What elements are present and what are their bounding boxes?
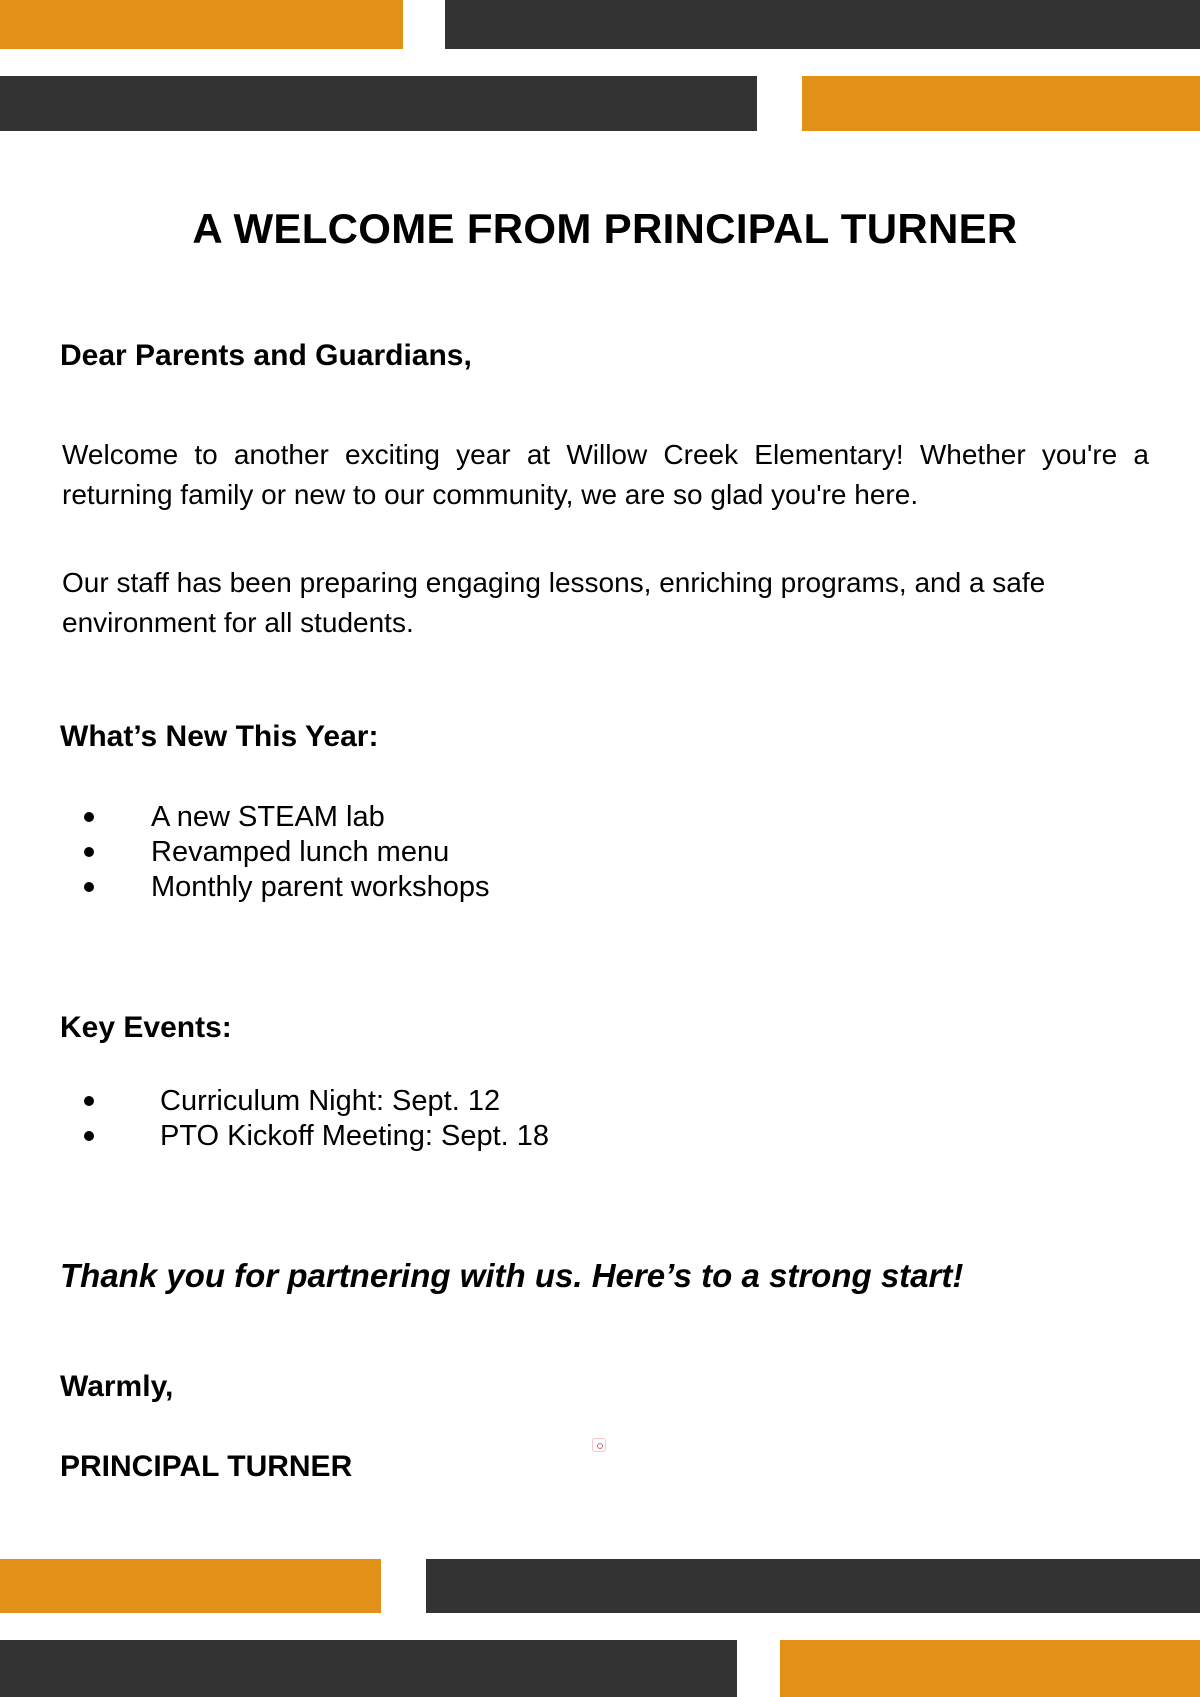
artifact-mark-icon (592, 1438, 606, 1452)
decorative-bar-top-dark-right (445, 0, 1200, 49)
signoff: Warmly, (60, 1370, 174, 1403)
bullet-icon (84, 1096, 94, 1106)
decorative-bar-bottom-dark-right (426, 1559, 1200, 1613)
closing-line: Thank you for partnering with us. Here’s to a strong start! (60, 1257, 964, 1294)
staff-paragraph: Our staff has been preparing engaging lessons, enriching programs, and a safe environment for all students. (62, 567, 1046, 638)
bullet-icon (84, 847, 94, 857)
bullet-icon (84, 882, 94, 892)
decorative-bar-last-dark-left (0, 1640, 737, 1697)
list-item-text: Curriculum Night: Sept. 12 (160, 1085, 501, 1117)
intro-paragraph: Welcome to another exciting year at Willow Creek Elementary! Whether you're a returning family or new to our community, we are so glad you're here. (62, 439, 1149, 510)
page-title: A WELCOME FROM PRINCIPAL TURNER (192, 205, 1018, 252)
decorative-bar-top-orange-left (0, 0, 403, 49)
decorative-bar-second-orange-right (802, 76, 1200, 131)
bullet-icon (84, 812, 94, 822)
decorative-bar-bottom-orange-left (0, 1559, 381, 1613)
list-item-text: A new STEAM lab (151, 801, 385, 833)
key-events-heading: Key Events: (60, 1011, 232, 1044)
decorative-bar-second-dark-left (0, 76, 757, 131)
list-item-text: PTO Kickoff Meeting: Sept. 18 (160, 1120, 550, 1152)
whats-new-heading: What’s New This Year: (60, 720, 379, 753)
decorative-bar-last-orange-right (780, 1640, 1200, 1697)
salutation: Dear Parents and Guardians, (60, 339, 472, 372)
bullet-icon (84, 1131, 94, 1141)
list-item-text: Revamped lunch menu (151, 836, 450, 868)
signature: PRINCIPAL TURNER (60, 1450, 353, 1483)
list-item-text: Monthly parent workshops (151, 871, 490, 903)
